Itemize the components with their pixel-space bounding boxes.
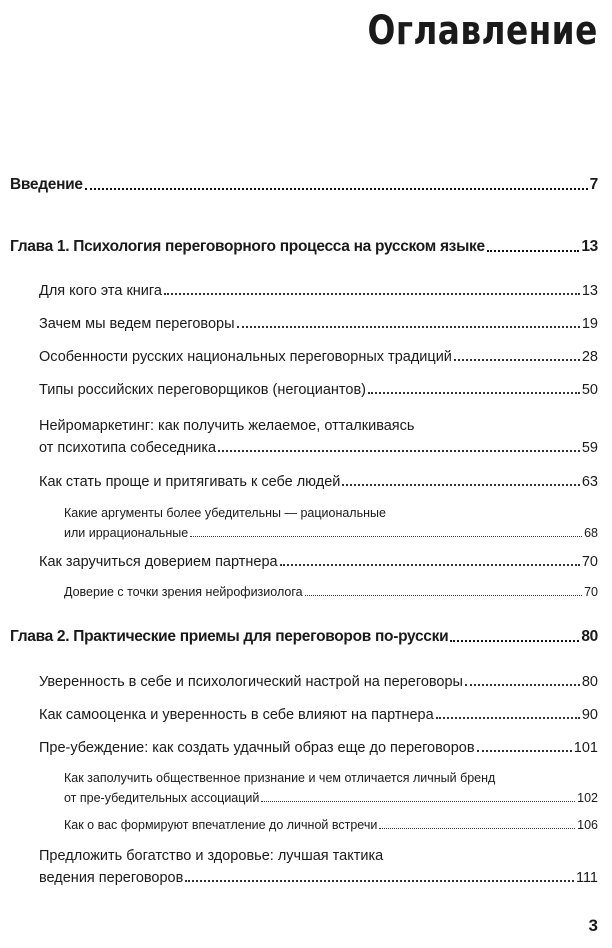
toc-leader-dots xyxy=(368,390,580,394)
toc-page-number: 13 xyxy=(581,238,598,255)
toc-entry-first-line: Нейромаркетинг: как получить желаемое, отталкиваясь xyxy=(39,418,415,434)
toc-leader-dots xyxy=(190,534,582,537)
toc-page-number: 50 xyxy=(581,382,598,398)
toc-entry-title: Введение xyxy=(10,176,83,193)
toc-page-number: 70 xyxy=(584,585,598,599)
toc-entry-title: ведения переговоров xyxy=(39,870,184,886)
toc-leader-dots xyxy=(237,324,580,328)
toc-leader-dots xyxy=(487,248,580,252)
toc-entry-title: Уверенность в себе и психологический настрой на переговоры xyxy=(39,674,463,690)
toc-leader-dots xyxy=(305,593,583,596)
toc-page-number: 68 xyxy=(584,526,598,540)
toc-entry xyxy=(39,440,598,456)
toc-entry-title: Как о вас формируют впечатление до личной встречи xyxy=(64,818,378,832)
toc-leader-dots xyxy=(164,291,580,295)
toc-page-number: 102 xyxy=(577,791,598,805)
toc-entry-chapter-2 xyxy=(10,628,598,646)
toc-entry-title: или иррациональные xyxy=(64,526,189,540)
toc-leader-dots xyxy=(185,878,574,882)
toc-subentry-first-line: Как заполучить общественное признание и чем отличается личный бренд xyxy=(64,771,496,785)
toc-page-number: 13 xyxy=(581,283,598,299)
toc-entry-title: Как самооценка и уверенность в себе влияют на партнера xyxy=(39,707,434,723)
toc-leader-dots xyxy=(85,186,588,190)
toc-entry xyxy=(39,316,598,332)
toc-page-number: 7 xyxy=(589,176,598,193)
toc-entry xyxy=(39,674,598,690)
toc-entry xyxy=(39,870,598,886)
page-number: 3 xyxy=(588,916,598,935)
toc-entry-title: Как стать проще и притягивать к себе людей xyxy=(39,474,341,490)
toc-page-number: 111 xyxy=(575,870,598,886)
toc-entry-title: Доверие с точки зрения нейрофизиолога xyxy=(64,585,303,599)
toc-subentry xyxy=(64,791,598,805)
toc-entry xyxy=(39,740,598,756)
toc-leader-dots xyxy=(261,799,575,802)
toc-entry-title: от пре-убедительных ассоциаций xyxy=(64,791,260,805)
toc-entry-title: Для кого эта книга xyxy=(39,283,162,299)
toc-page-number: 101 xyxy=(573,740,598,756)
toc-subentry xyxy=(64,585,598,599)
toc-page-number: 28 xyxy=(581,349,598,365)
toc-leader-dots xyxy=(379,826,575,829)
page-title: Оглавление xyxy=(367,8,598,54)
toc-entry-title: Как заручиться доверием партнера xyxy=(39,554,278,570)
toc-subentry xyxy=(64,818,598,832)
toc-leader-dots xyxy=(477,748,572,752)
toc-subentry-first-line: Какие аргументы более убедительны — рациональные xyxy=(64,506,386,520)
toc-entry xyxy=(39,349,598,365)
toc-page-number: 19 xyxy=(581,316,598,332)
toc-entry xyxy=(39,382,598,398)
toc-entry-intro xyxy=(10,176,598,194)
toc-entry-title: Особенности русских национальных переговорных традиций xyxy=(39,349,452,365)
toc-entry xyxy=(39,474,598,490)
toc-leader-dots xyxy=(342,482,580,486)
toc-entry-chapter-1 xyxy=(10,238,598,256)
toc-entry xyxy=(39,554,598,570)
toc-subentry xyxy=(64,526,598,540)
toc-leader-dots xyxy=(436,715,580,719)
toc-leader-dots xyxy=(218,448,580,452)
toc-entry xyxy=(39,283,598,299)
toc-page-number: 59 xyxy=(581,440,598,456)
toc-entry-title: Глава 2. Практические приемы для переговоров по-русски xyxy=(10,628,449,645)
toc-entry-title: Глава 1. Психология переговорного процесса на русском языке xyxy=(10,238,485,255)
toc-entry-title: Пре-убеждение: как создать удачный образ еще до переговоров xyxy=(39,740,475,756)
toc-leader-dots xyxy=(465,682,580,686)
toc-page-number: 63 xyxy=(581,474,598,490)
toc-entry-first-line: Предложить богатство и здоровье: лучшая тактика xyxy=(39,848,384,864)
toc-leader-dots xyxy=(454,357,580,361)
toc-leader-dots xyxy=(280,562,580,566)
toc-entry-title: от психотипа собеседника xyxy=(39,440,217,456)
toc-page-number: 80 xyxy=(581,628,598,645)
toc-page-number: 70 xyxy=(581,554,598,570)
toc-leader-dots xyxy=(450,638,579,642)
toc-page-number: 80 xyxy=(581,674,598,690)
toc-entry xyxy=(39,707,598,723)
toc-page-number: 90 xyxy=(581,707,598,723)
toc-entry-title: Зачем мы ведем переговоры xyxy=(39,316,235,332)
toc-page-number: 106 xyxy=(577,818,598,832)
toc-entry-title: Типы российских переговорщиков (негоциантов) xyxy=(39,382,366,398)
